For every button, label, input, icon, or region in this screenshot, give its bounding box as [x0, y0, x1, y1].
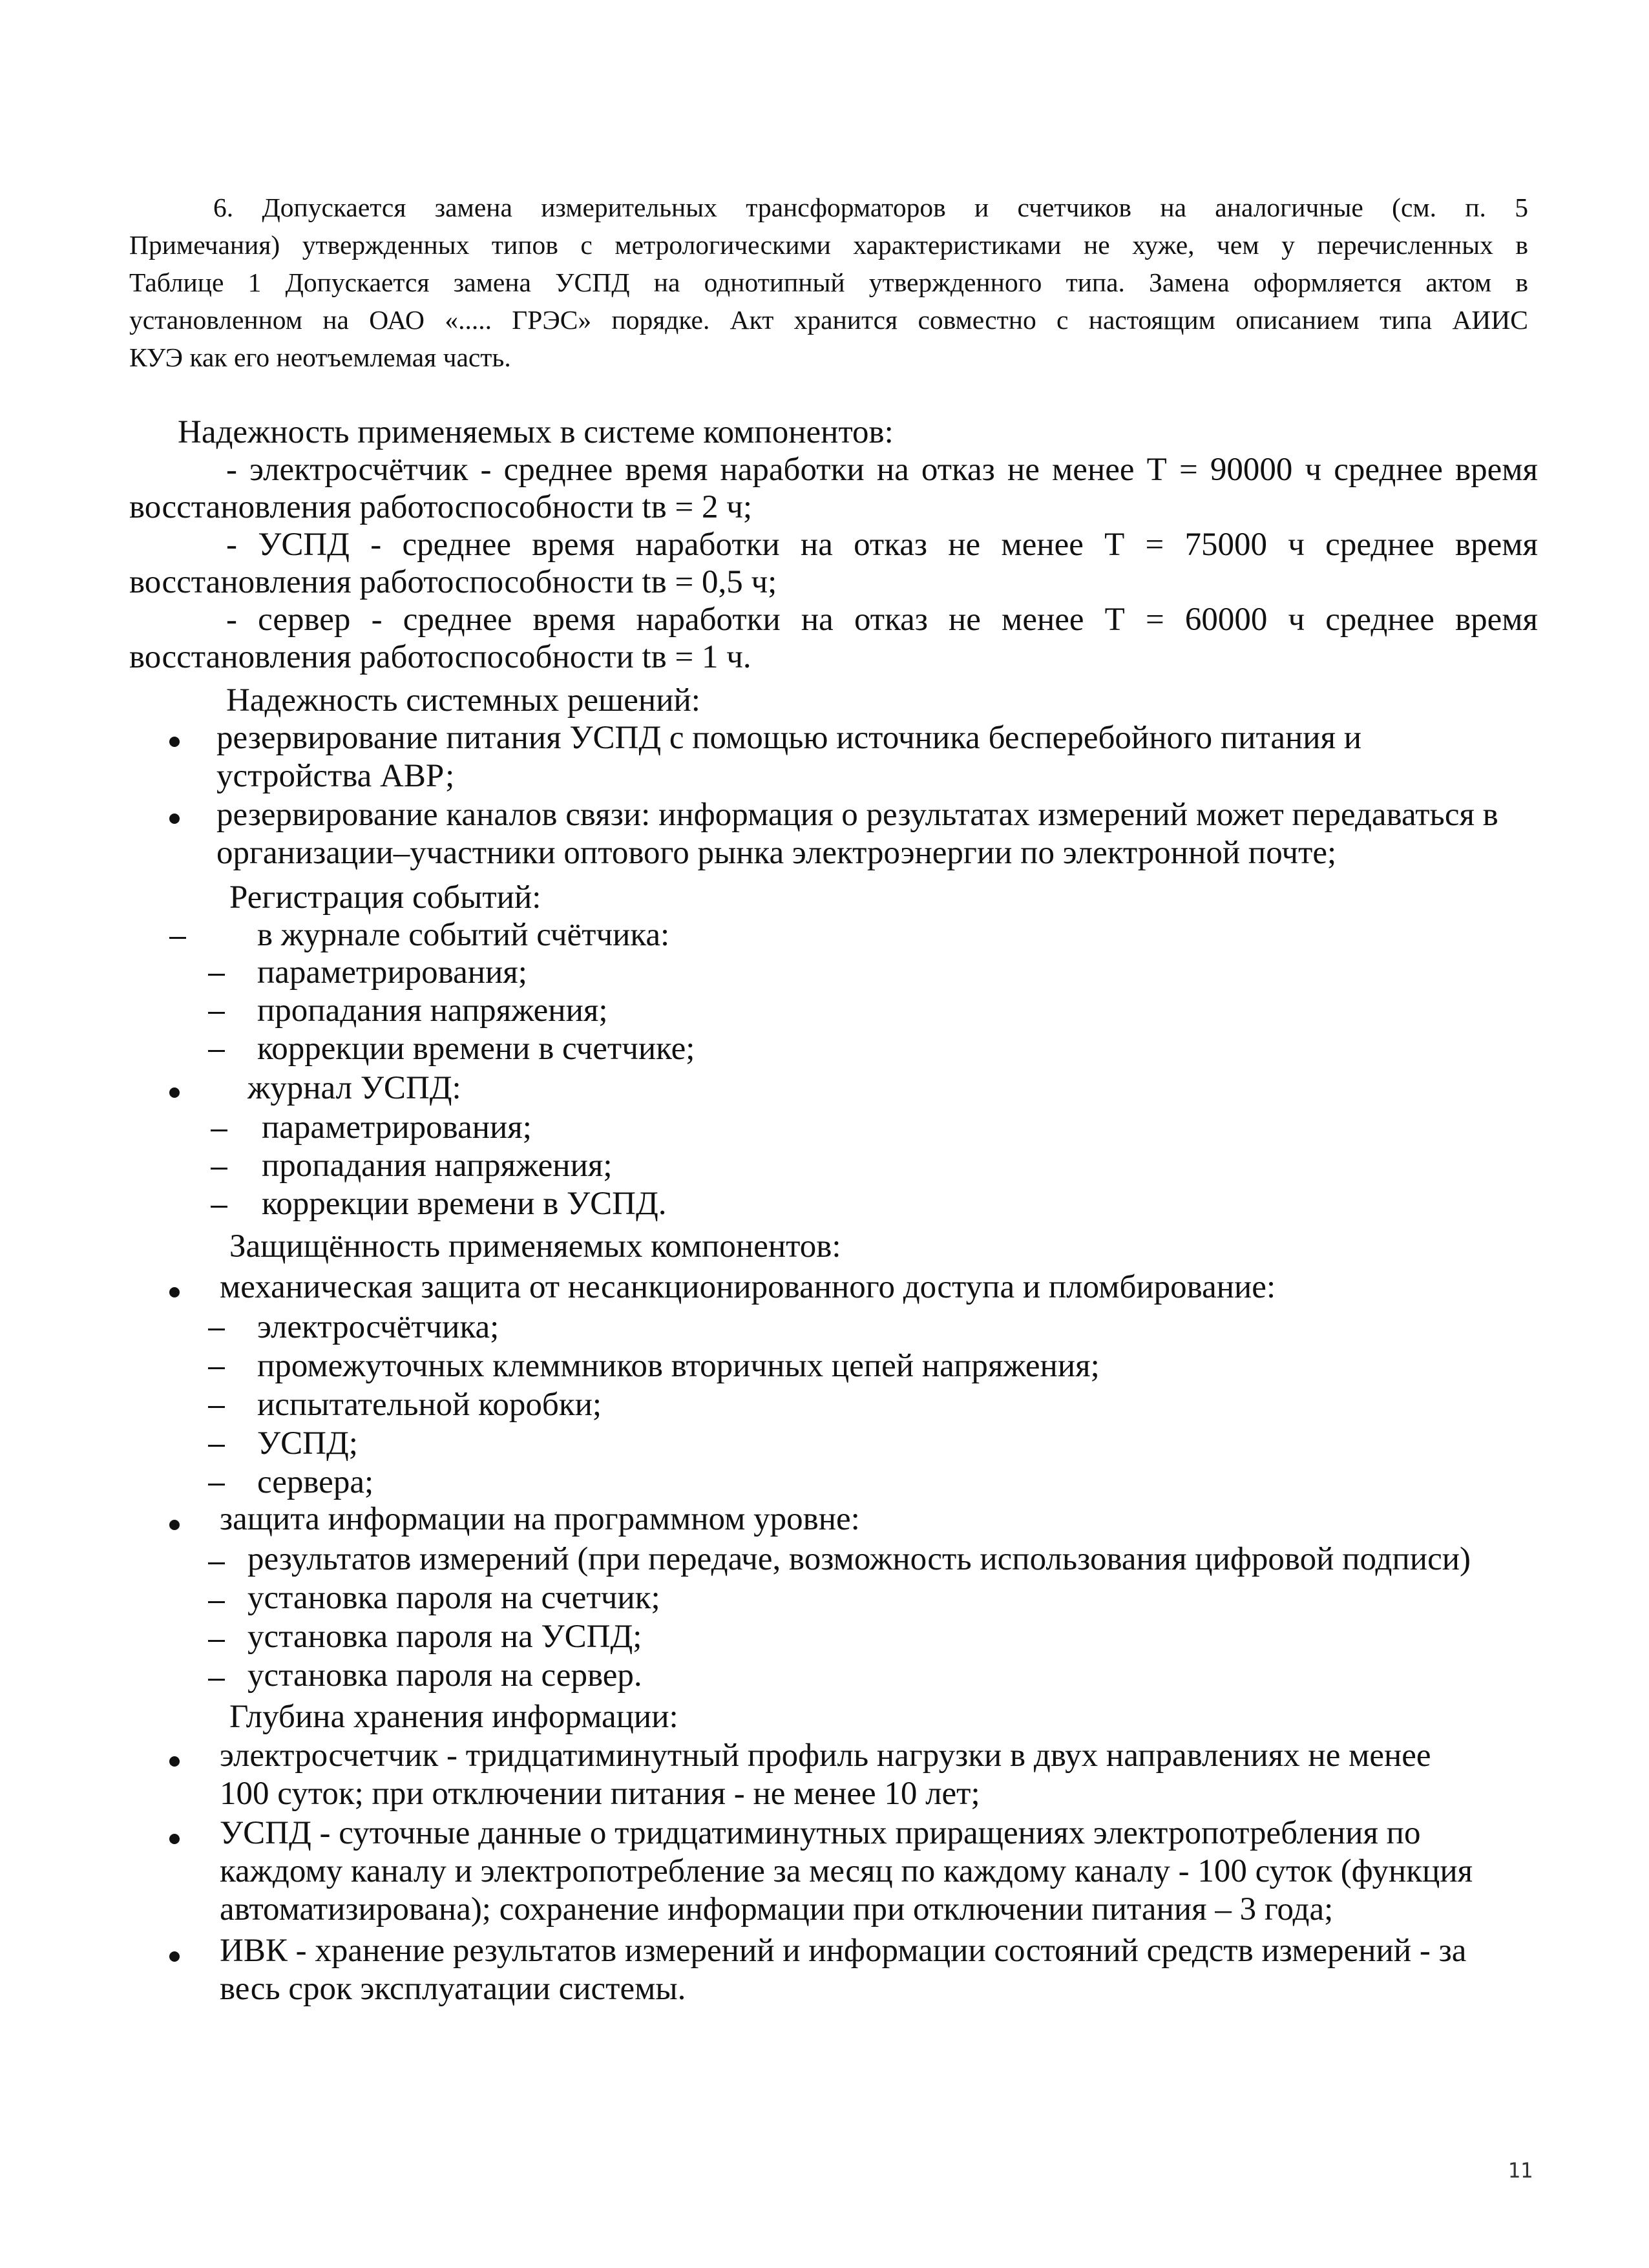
solution-item-line: организации–участники оптового рынка электроэнергии по электронной почте;	[216, 835, 1337, 871]
software-item: установка пароля на УСПД;	[247, 1619, 642, 1655]
bullet-icon	[169, 737, 180, 747]
bullet-icon	[169, 1834, 180, 1844]
storage-item-line: ИВК - хранение результатов измерений и информации состояний средств измерений - за	[220, 1933, 1467, 1969]
reliability-item-line: восстановления работоспособности tв = 2 ч;	[129, 489, 753, 525]
software-item: результатов измерений (при передаче, возможность использования цифровой подписи)	[247, 1541, 1471, 1577]
dash-icon	[169, 937, 186, 939]
solution-item-line: резервирование каналов связи: информация о результатах измерений может передаваться в	[216, 797, 1498, 833]
reliability-item-line: - электросчётчик - среднее время наработки на отказ не менее Т = 90000 ч среднее время	[226, 452, 1538, 488]
meter-event-item: коррекции времени в счетчике;	[257, 1031, 695, 1067]
page-number: 11	[1507, 2158, 1533, 2183]
meter-event-item: пропадания напряжения;	[257, 992, 608, 1029]
mechanical-item: промежуточных клеммников вторичных цепей напряжения;	[257, 1348, 1100, 1384]
dash-icon	[211, 1129, 227, 1131]
dash-icon	[208, 1328, 225, 1330]
mechanical-item: испытательной коробки;	[257, 1387, 602, 1423]
dash-icon	[208, 1406, 225, 1408]
storage-heading: Глубина хранения информации:	[229, 1699, 678, 1735]
meter-journal-label: в журнале событий счётчика:	[257, 917, 670, 953]
dash-icon	[211, 1206, 227, 1208]
reliability-item-line: восстановления работоспособности tв = 1 ч.	[129, 639, 751, 675]
mechanical-item: УСПД;	[257, 1425, 358, 1462]
bullet-icon	[169, 814, 180, 824]
software-protection-label: защита информации на программном уровне:	[220, 1501, 860, 1537]
dash-icon	[208, 1562, 225, 1564]
storage-item	[220, 1814, 1551, 1929]
paragraph-6-line: Примечания) утвержденных типов с метрологическими характеристиками не хуже, чем у перечисленных в	[129, 230, 1528, 260]
storage-item	[220, 1737, 1538, 1813]
storage-item-line: автоматизирована); сохранение информации при отключении питания – 3 года;	[220, 1891, 1334, 1927]
dash-icon	[208, 1012, 225, 1014]
protection-heading: Защищённость применяемых компонентов:	[229, 1228, 841, 1265]
reliability-solutions-heading: Надежность системных решений:	[226, 682, 700, 719]
uspd-event-item: пропадания напряжения;	[262, 1148, 613, 1184]
events-heading: Регистрация событий:	[229, 879, 541, 916]
dash-icon	[208, 1640, 225, 1642]
mechanical-item: электросчётчика;	[257, 1309, 499, 1345]
paragraph-6-line: КУЭ как его неотъемлемая часть.	[129, 342, 511, 372]
dash-icon	[208, 1601, 225, 1603]
storage-item	[220, 1932, 1551, 2008]
mechanical-protection-label: механическая защита от несанкционированного доступа и пломбирование:	[220, 1269, 1276, 1305]
dash-icon	[208, 974, 225, 976]
dash-icon	[208, 1484, 225, 1486]
reliability-item-line: - УСПД - среднее время наработки на отказ не менее Т = 75000 ч среднее время	[226, 527, 1538, 563]
uspd-journal-label: журнал УСПД:	[247, 1070, 461, 1106]
solution-item-line: резервирование питания УСПД с помощью источника бесперебойного питания и	[216, 720, 1362, 756]
bullet-icon	[169, 1951, 180, 1962]
reliability-components-heading: Надежность применяемых в системе компонентов:	[178, 414, 894, 450]
bullet-icon	[169, 1287, 180, 1297]
dash-icon	[208, 1050, 225, 1052]
storage-item-line: весь срок эксплуатации системы.	[220, 1971, 686, 2007]
dash-icon	[208, 1679, 225, 1681]
dash-icon	[208, 1367, 225, 1369]
solution-item	[216, 719, 1541, 795]
bullet-icon	[169, 1087, 180, 1098]
mechanical-item: сервера;	[257, 1464, 374, 1500]
storage-item-line: каждому каналу и электропотребление за месяц по каждому каналу - 100 суток (функция	[220, 1853, 1473, 1889]
dash-icon	[208, 1445, 225, 1447]
reliability-components-list	[129, 451, 1538, 676]
paragraph-6-line: 6. Допускается замена измерительных трансформаторов и счетчиков на аналогичные (см. п. 5	[213, 193, 1528, 222]
paragraph-6-line: установленном на ОАО «..... ГРЭС» порядке. Акт хранится совместно с настоящим описанием типа АИИС	[129, 305, 1528, 335]
software-item: установка пароля на счетчик;	[247, 1580, 660, 1616]
software-item: установка пароля на сервер.	[247, 1657, 642, 1694]
meter-event-item: параметрирования;	[257, 954, 527, 991]
solution-item-line: устройства АВР;	[216, 758, 455, 794]
uspd-event-item: коррекции времени в УСПД.	[262, 1186, 667, 1222]
reliability-item-line: восстановления работоспособности tв = 0,5 ч;	[129, 564, 777, 600]
paragraph-6-line: Таблице 1 Допускается замена УСПД на однотипный утвержденного типа. Замена оформляется актом в	[129, 268, 1528, 297]
storage-item-line: электросчетчик - тридцатиминутный профиль нагрузки в двух направлениях не менее	[220, 1738, 1431, 1774]
storage-item-line: 100 суток; при отключении питания - не менее 10 лет;	[220, 1776, 980, 1812]
bullet-icon	[169, 1520, 180, 1530]
storage-item-line: УСПД - суточные данные о тридцатиминутных приращениях электропотребления по	[220, 1815, 1421, 1851]
paragraph-6	[129, 189, 1528, 376]
bullet-icon	[169, 1756, 180, 1767]
uspd-event-item: параметрирования;	[262, 1109, 532, 1146]
reliability-item-line: - сервер - среднее время наработки на отказ не менее Т = 60000 ч среднее время	[226, 602, 1538, 638]
solution-item	[216, 796, 1541, 872]
dash-icon	[211, 1168, 227, 1170]
